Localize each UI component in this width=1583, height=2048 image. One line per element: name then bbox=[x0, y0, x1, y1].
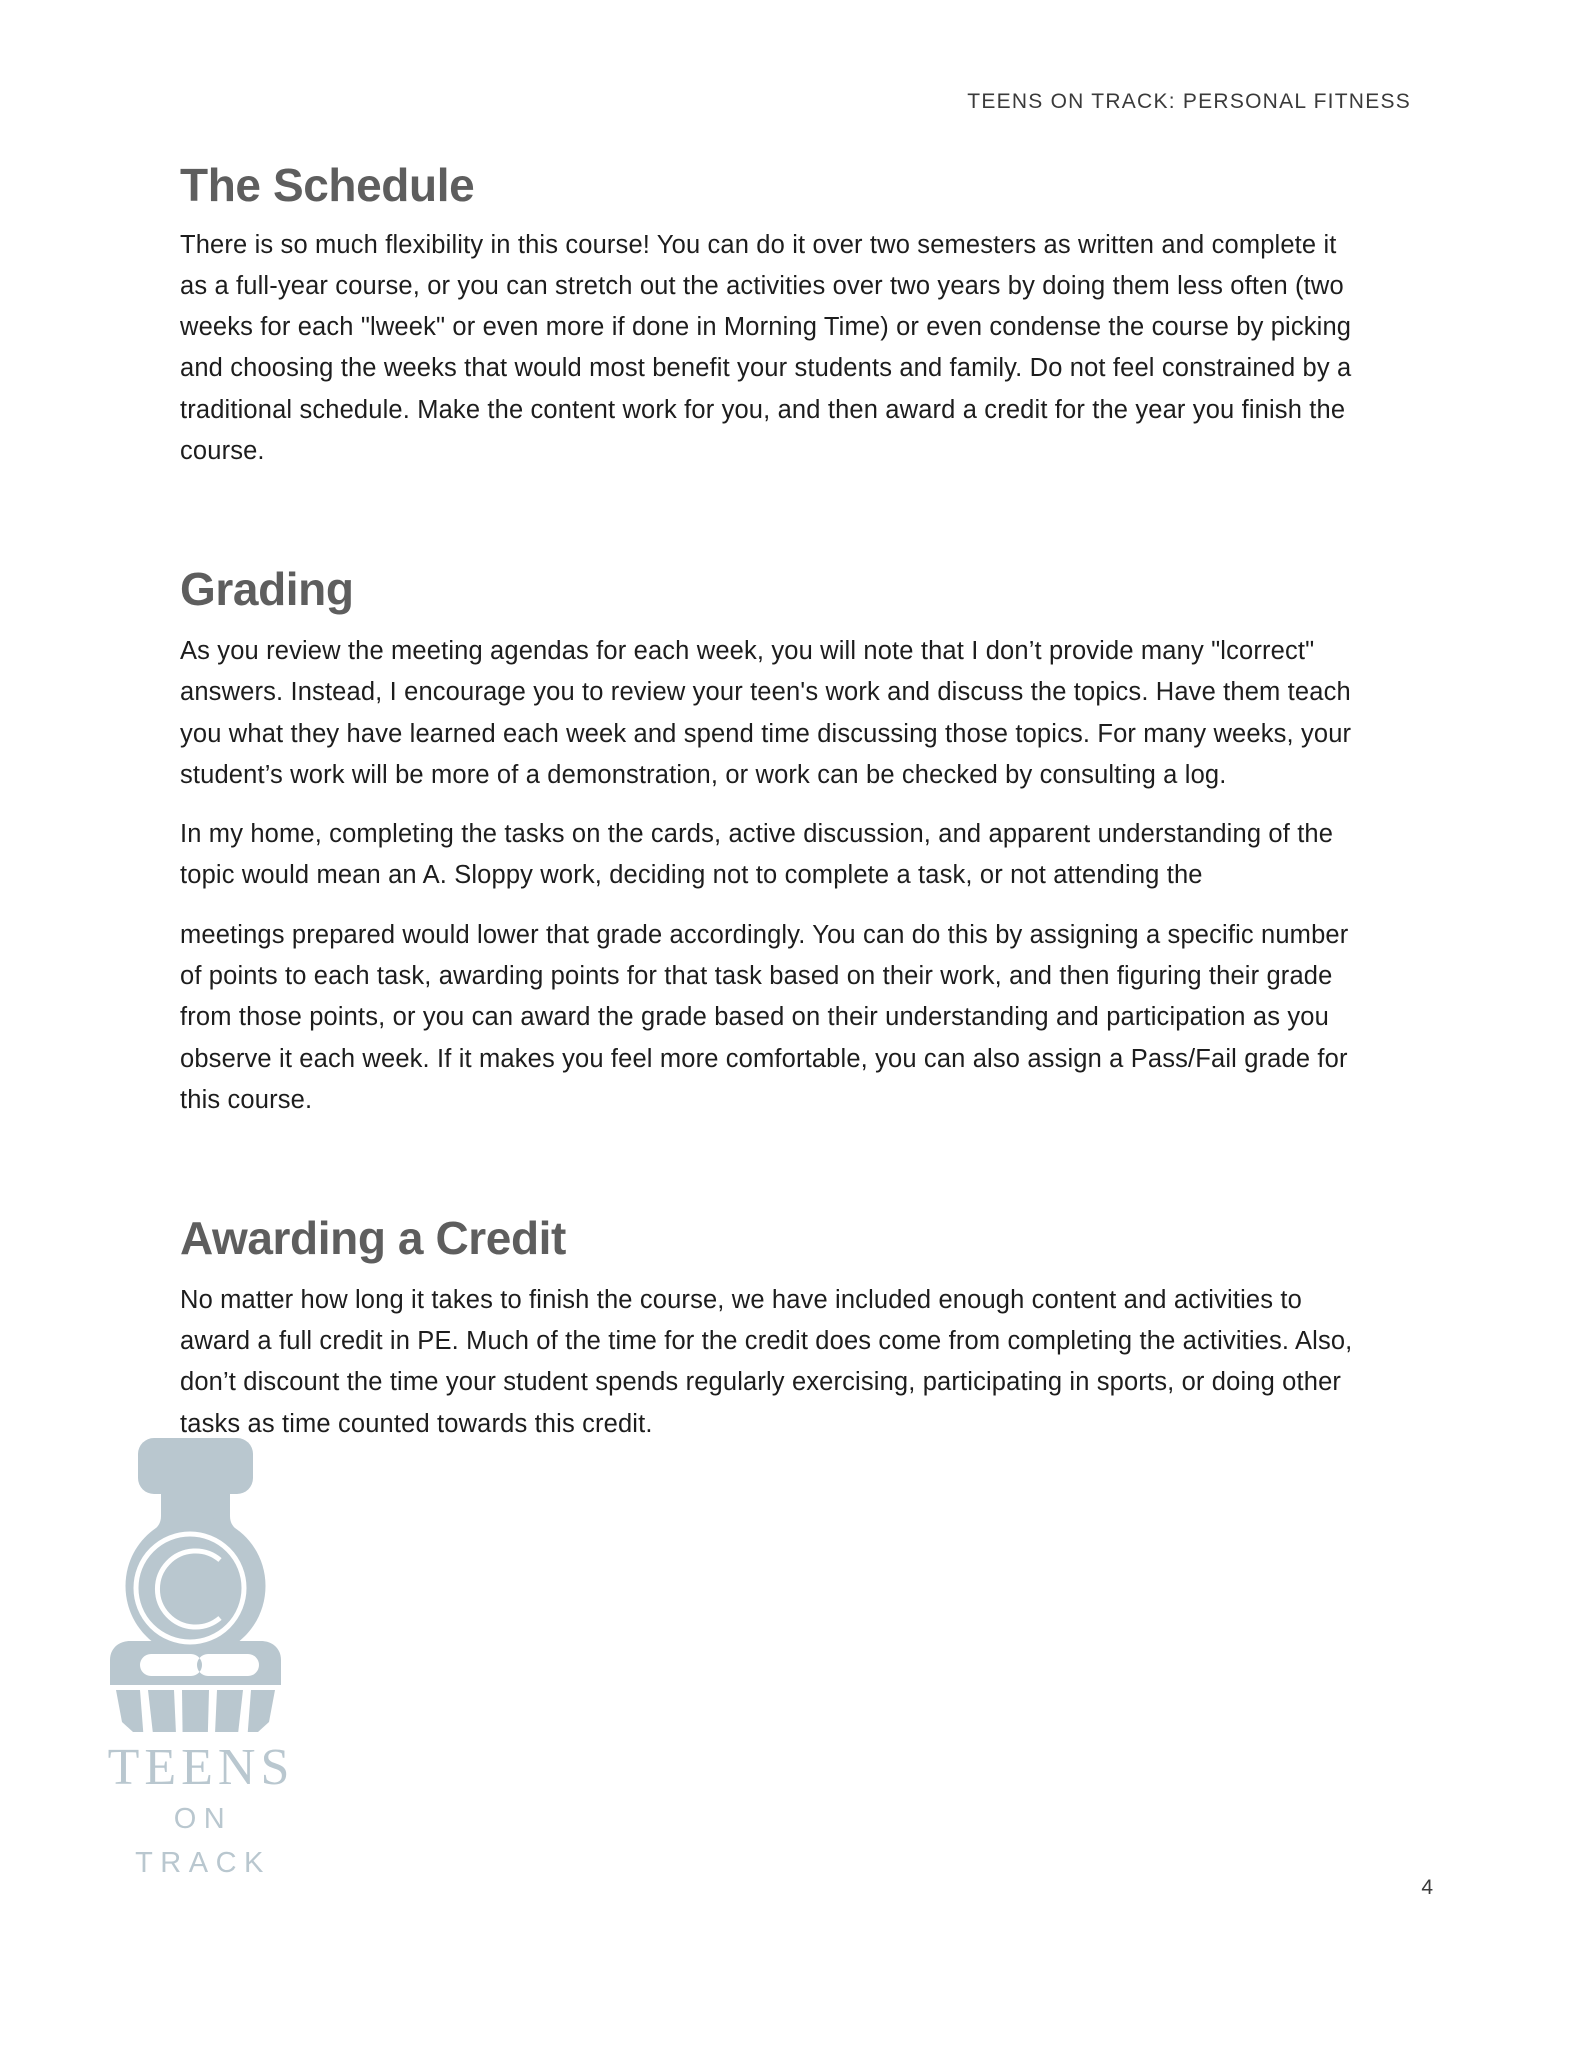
section-grading-body bbox=[180, 631, 1365, 1121]
document-content bbox=[180, 160, 1365, 1445]
wordmark-primary: TEENS bbox=[107, 1739, 295, 1796]
running-header: TEENS ON TRACK: PERSONAL FITNESS bbox=[967, 90, 1411, 113]
paragraph: In my home, completing the tasks on the cards, active discussion, and apparent understanding of the topic would mean an A. Sloppy work, deciding not to complete a task, or not attending the bbox=[180, 820, 1334, 890]
section-schedule-body bbox=[180, 225, 1365, 473]
section-schedule bbox=[180, 160, 1365, 472]
logo-wordmark bbox=[96, 1739, 306, 1885]
logo-block bbox=[96, 1432, 326, 1885]
heading-awarding-a-credit: Awarding a Credit bbox=[180, 1212, 566, 1265]
paragraph: No matter how long it takes to finish the course, we have included enough content and activities to award a full credit in PE. Much of the time for the credit does come from completing the activities. Also, don’t discount the time your student spends regularly exercising, participating in sports, or doing other tasks as time counted towards this credit. bbox=[180, 1285, 1353, 1438]
heading-the-schedule: The Schedule bbox=[180, 159, 475, 211]
section-grading bbox=[180, 564, 1365, 1121]
wordmark-secondary: ON TRACK bbox=[135, 1803, 271, 1879]
paragraph: meetings prepared would lower that grade accordingly. You can do this by assigning a specific number of points to each task, awarding points for that task based on their work, and then figuring their grade from those points, or you can award the grade based on their understanding and participation as you observe it each week. If it makes you feel more comfortable, you can also assign a Pass/Fail grade for this course. bbox=[180, 920, 1349, 1114]
section-awarding-a-credit bbox=[180, 1213, 1365, 1445]
section-credit-body bbox=[180, 1280, 1365, 1445]
paragraph: As you review the meeting agendas for each week, you will note that I don’t provide many ʺlcorrectʺ answers. Instead, I encourage you to review your teen's work and discuss the topics. Have them teach you what they have learned each week and spend time discussing those topics. For many weeks, your student’s work will be more of a demonstration, or work can be checked by consulting a log. bbox=[180, 636, 1352, 789]
page-number: 4 bbox=[1421, 1876, 1433, 1899]
heading-grading: Grading bbox=[180, 563, 354, 616]
paragraph: There is so much flexibility in this course! You can do it over two semesters as written and complete it as a full-year course, or you can stretch out the activities over two years by doing them less often (two weeks for each ʺlweekʺ or even more if done in Morning Time) or even condense the course by picking and choosing the weeks that would most benefit your students and family. Do not feel constrained by a traditional schedule. Make the content work for you, and then award a credit for the year you finish the course. bbox=[180, 230, 1352, 466]
train-locomotive-icon bbox=[108, 1432, 283, 1732]
